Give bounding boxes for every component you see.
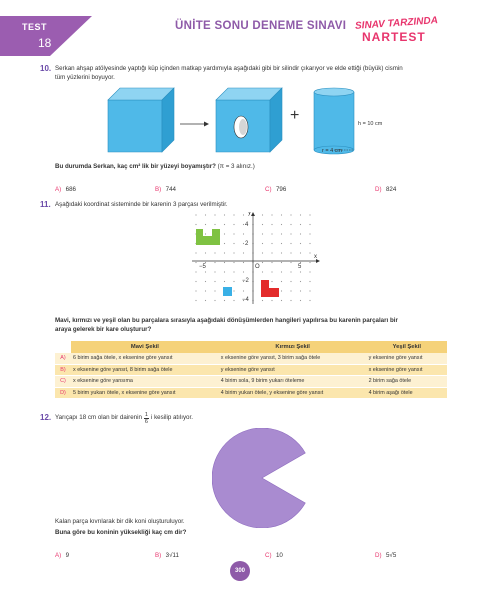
grid-dot — [309, 233, 310, 234]
grid-dot — [205, 300, 206, 301]
grid-dot — [224, 271, 225, 272]
y-label: y — [248, 212, 251, 216]
test-number: 18 — [38, 36, 52, 50]
q10-text-line2: tüm yüzlerini boyuyor. — [55, 73, 115, 81]
grid-dot — [224, 243, 225, 244]
grid-dot — [195, 281, 196, 282]
grid-dot — [214, 262, 215, 263]
grid-dot — [309, 224, 310, 225]
grid-dot — [271, 252, 272, 253]
table-cell: 2 birim sağa ötele — [367, 376, 447, 388]
grid-dot — [214, 300, 215, 301]
grid-dot — [262, 233, 263, 234]
grid-dot — [243, 233, 244, 234]
grid-dot — [214, 281, 215, 282]
green-piece — [196, 229, 220, 245]
grid-dot — [309, 281, 310, 282]
grid-dot — [290, 252, 291, 253]
grid-dot — [290, 300, 291, 301]
brand-logo: NARTEST — [362, 30, 426, 44]
q10-option-a[interactable]: A) 686 — [55, 186, 76, 193]
grid-dot — [281, 214, 282, 215]
header-blue: Mavi Şekil — [71, 341, 219, 353]
q12-text-pre: Yarıçapı 18 cm olan bir dairenin — [55, 414, 142, 422]
grid-dot — [300, 224, 301, 225]
q12-option-c[interactable]: C) 10 — [265, 552, 283, 559]
arrow-right-icon — [180, 122, 209, 127]
grid-dot — [195, 262, 196, 263]
grid-dot — [233, 262, 234, 263]
grid-dot — [290, 262, 291, 263]
grid-dot — [224, 224, 225, 225]
q10-option-b[interactable]: B) 744 — [155, 186, 176, 193]
table-cell: x eksenine göre yansıma — [71, 376, 219, 388]
grid-dot — [205, 233, 206, 234]
grid-dot — [205, 214, 206, 215]
grid-dot — [309, 252, 310, 253]
q12-option-d[interactable]: D) 5√5 — [375, 552, 397, 559]
x-tick-5: 5 — [298, 264, 302, 270]
grid-dot — [271, 214, 272, 215]
grid-dot — [290, 290, 291, 291]
table-cell: y eksenine göre yansıt — [367, 353, 447, 364]
grid-dot — [224, 214, 225, 215]
grid-dot — [205, 252, 206, 253]
grid-dot — [262, 262, 263, 263]
q10-text-line1: Serkan ahşap atölyesinde yaptığı küp içinden matkap yardımıyla aşağıdaki gibi bir silindir çıkarıyor ve elde ettiği (büyük) cismin — [55, 65, 403, 72]
cylinder-height-label: h = 10 cm — [358, 121, 383, 127]
origin-label: O — [255, 264, 260, 270]
q11-option-d[interactable]: D) 5 birim yukarı ötele, x eksenine göre yansıt 4 birim yukarı ötele, y eksenine göre yansıt 4 birim aşağı ötele — [55, 387, 447, 399]
fraction: 1 6 — [144, 412, 148, 425]
grid-dot — [290, 271, 291, 272]
grid-dot — [233, 300, 234, 301]
grid-dot — [271, 281, 272, 282]
grid-dot — [262, 243, 263, 244]
grid-dot — [281, 233, 282, 234]
header-green: Yeşil Şekil — [367, 341, 447, 353]
grid-dot — [271, 300, 272, 301]
grid-dot — [271, 224, 272, 225]
blue-piece — [223, 287, 232, 296]
grid-dot — [243, 262, 244, 263]
q10-text — [55, 65, 455, 82]
cylinder-radius-label: r = 4 cm — [322, 148, 343, 154]
q10-question — [55, 163, 255, 172]
table-header-row — [55, 341, 447, 353]
grid-dot — [271, 233, 272, 234]
grid-dot — [243, 224, 244, 225]
grid-dot — [195, 271, 196, 272]
grid-dot — [300, 243, 301, 244]
y-tick-4: 4 — [245, 222, 249, 228]
q12-option-a[interactable]: A) 9 — [55, 552, 70, 559]
grid-dot — [205, 262, 206, 263]
grid-dot — [195, 224, 196, 225]
grid-dot — [224, 300, 225, 301]
grid-dot — [281, 271, 282, 272]
grid-dot — [300, 214, 301, 215]
header-red: Kırmızı Şekil — [219, 341, 367, 353]
grid-dot — [300, 300, 301, 301]
cylinder-icon — [314, 88, 354, 154]
grid-dot — [309, 262, 310, 263]
grid-dot — [195, 252, 196, 253]
grid-dot — [290, 281, 291, 282]
q11-text: Aşağıdaki koordinat sisteminde bir karenin 3 parçası verilmiştir. — [55, 201, 228, 208]
q11-option-b[interactable]: B) x eksenine göre yansıt, 8 birim sağa ötele y eksenine göre yansıt x eksenine göre yansıt — [55, 364, 447, 376]
q11-question-line1: Mavi, kırmızı ve yeşil olan bu parçalara sırasıyla aşağıdaki dönüşümlerden hangileri yapılırsa bu karenin parçaları bir — [55, 317, 398, 324]
q11-option-c[interactable]: C) x eksenine göre yansıma 4 birim sola, 9 birim yukarı öteleme 2 birim sağa ötele — [55, 376, 447, 388]
y-tick-2: 2 — [245, 241, 249, 247]
grid-dot — [309, 290, 310, 291]
grid-dot — [281, 290, 282, 291]
table-cell: 4 birim sola, 9 birim yukarı öteleme — [219, 376, 367, 388]
grid-dot — [300, 233, 301, 234]
grid-dot — [205, 271, 206, 272]
q10-number: 10. — [40, 64, 52, 73]
table-cell: x eksenine göre yansıt, 3 birim sağa ötele — [219, 353, 367, 364]
q10-figure — [100, 86, 400, 156]
brand-line1: SINAV TARZINDA — [354, 15, 439, 32]
grid-dot — [233, 271, 234, 272]
table-cell: 4 birim aşağı ötele — [367, 387, 447, 399]
grid-dot — [262, 214, 263, 215]
grid-dot — [309, 300, 310, 301]
q11-question-line2: araya gelerek bir kare oluşturur? — [55, 325, 152, 333]
grid-dot — [233, 214, 234, 215]
grid-dot — [224, 233, 225, 234]
grid-dot — [214, 290, 215, 291]
grid-dot — [281, 281, 282, 282]
grid-dot — [281, 224, 282, 225]
q12-option-b[interactable]: B) 3√11 — [155, 552, 179, 559]
grid-dot — [233, 233, 234, 234]
grid-dot — [271, 243, 272, 244]
grid-dot — [233, 252, 234, 253]
grid-dot — [233, 290, 234, 291]
grid-dot — [205, 281, 206, 282]
grid-dot — [195, 290, 196, 291]
grid-dot — [205, 290, 206, 291]
grid-dot — [224, 252, 225, 253]
grid-dot — [309, 243, 310, 244]
grid-dot — [281, 252, 282, 253]
grid-dot — [290, 224, 291, 225]
grid-dot — [300, 252, 301, 253]
grid-dot — [233, 224, 234, 225]
grid-dot — [262, 300, 263, 301]
grid-dot — [281, 300, 282, 301]
grid-dot — [290, 243, 291, 244]
grid-dot — [271, 262, 272, 263]
grid-dot — [290, 233, 291, 234]
q11-option-a[interactable]: A) 6 birim sağa ötele, x eksenine göre yansıt x eksenine göre yansıt, 3 birim sağa ötele y eksenine göre yansıt — [55, 353, 447, 364]
grid-dot — [300, 271, 301, 272]
grid-dot — [290, 214, 291, 215]
grid-dot — [281, 262, 282, 263]
q10-option-c[interactable]: C) 796 — [265, 186, 287, 193]
q12-text — [55, 412, 193, 425]
grid-dot — [271, 271, 272, 272]
x-tick-neg5: −5 — [199, 264, 206, 270]
grid-dot — [214, 224, 215, 225]
q11-number: 11. — [40, 200, 51, 209]
grid-dot — [243, 243, 244, 244]
grid-dot — [224, 262, 225, 263]
page-number: 300 — [230, 561, 250, 581]
grid-dot — [214, 271, 215, 272]
grid-dot — [243, 290, 244, 291]
grid-dot — [309, 271, 310, 272]
table-cell: 5 birim yukarı ötele, x eksenine göre yansıt — [71, 387, 219, 399]
cube-icon — [108, 88, 174, 152]
grid-dot — [243, 271, 244, 272]
grid-dot — [300, 262, 301, 263]
table-cell: x eksenine göre yansıt — [367, 364, 447, 376]
test-label: TEST — [22, 22, 48, 32]
grid-dot — [281, 243, 282, 244]
grid-dot — [243, 252, 244, 253]
q12-number: 12. — [40, 413, 52, 422]
page-title: ÜNİTE SONU DENEME SINAVI — [175, 20, 347, 32]
q11-options-table — [55, 341, 447, 399]
q12-question: Buna göre bu koninin yüksekliği kaç cm dir? — [55, 529, 187, 536]
q12-text2: Kalan parça kıvrılarak bir dik koni oluşturuluyor. — [55, 518, 185, 525]
x-label: x — [314, 254, 317, 260]
grid-dot — [195, 214, 196, 215]
y-tick-neg2: −2 — [242, 278, 249, 284]
grid-dot — [233, 281, 234, 282]
grid-dot — [224, 281, 225, 282]
table-cell: 6 birim sağa ötele, x eksenine göre yansıt — [71, 353, 219, 364]
plus-sign: + — [290, 107, 300, 124]
grid-dot — [300, 290, 301, 291]
grid-dot — [205, 224, 206, 225]
grid-dot — [214, 214, 215, 215]
grid-dot — [243, 214, 244, 215]
q10-hint: (π = 3 alınız.) — [217, 163, 255, 170]
table-cell: 4 birim yukarı ötele, y eksenine göre yansıt — [219, 387, 367, 399]
grid-dot — [300, 281, 301, 282]
cut-circle — [212, 428, 312, 528]
grid-dot — [233, 243, 234, 244]
grid-dot — [262, 252, 263, 253]
table-cell: x eksenine göre yansıt, 8 birim sağa ötele — [71, 364, 219, 376]
q12-text-post: i kesilip atılıyor. — [150, 414, 193, 422]
q10-option-d[interactable]: D) 824 — [375, 186, 397, 193]
grid-dot — [262, 224, 263, 225]
coordinate-grid — [190, 212, 320, 307]
q11-question — [55, 317, 455, 334]
grid-dot — [214, 252, 215, 253]
table-cell: y eksenine göre yansıt — [219, 364, 367, 376]
grid-dot — [195, 300, 196, 301]
drilled-cube-icon — [216, 88, 282, 152]
y-tick-neg4: −4 — [242, 297, 249, 303]
grid-dot — [262, 271, 263, 272]
q10-question-text: Bu durumda Serkan, kaç cm² lik bir yüzeyi boyamıştır? — [55, 163, 216, 170]
red-piece — [261, 280, 279, 297]
grid-dot — [309, 214, 310, 215]
